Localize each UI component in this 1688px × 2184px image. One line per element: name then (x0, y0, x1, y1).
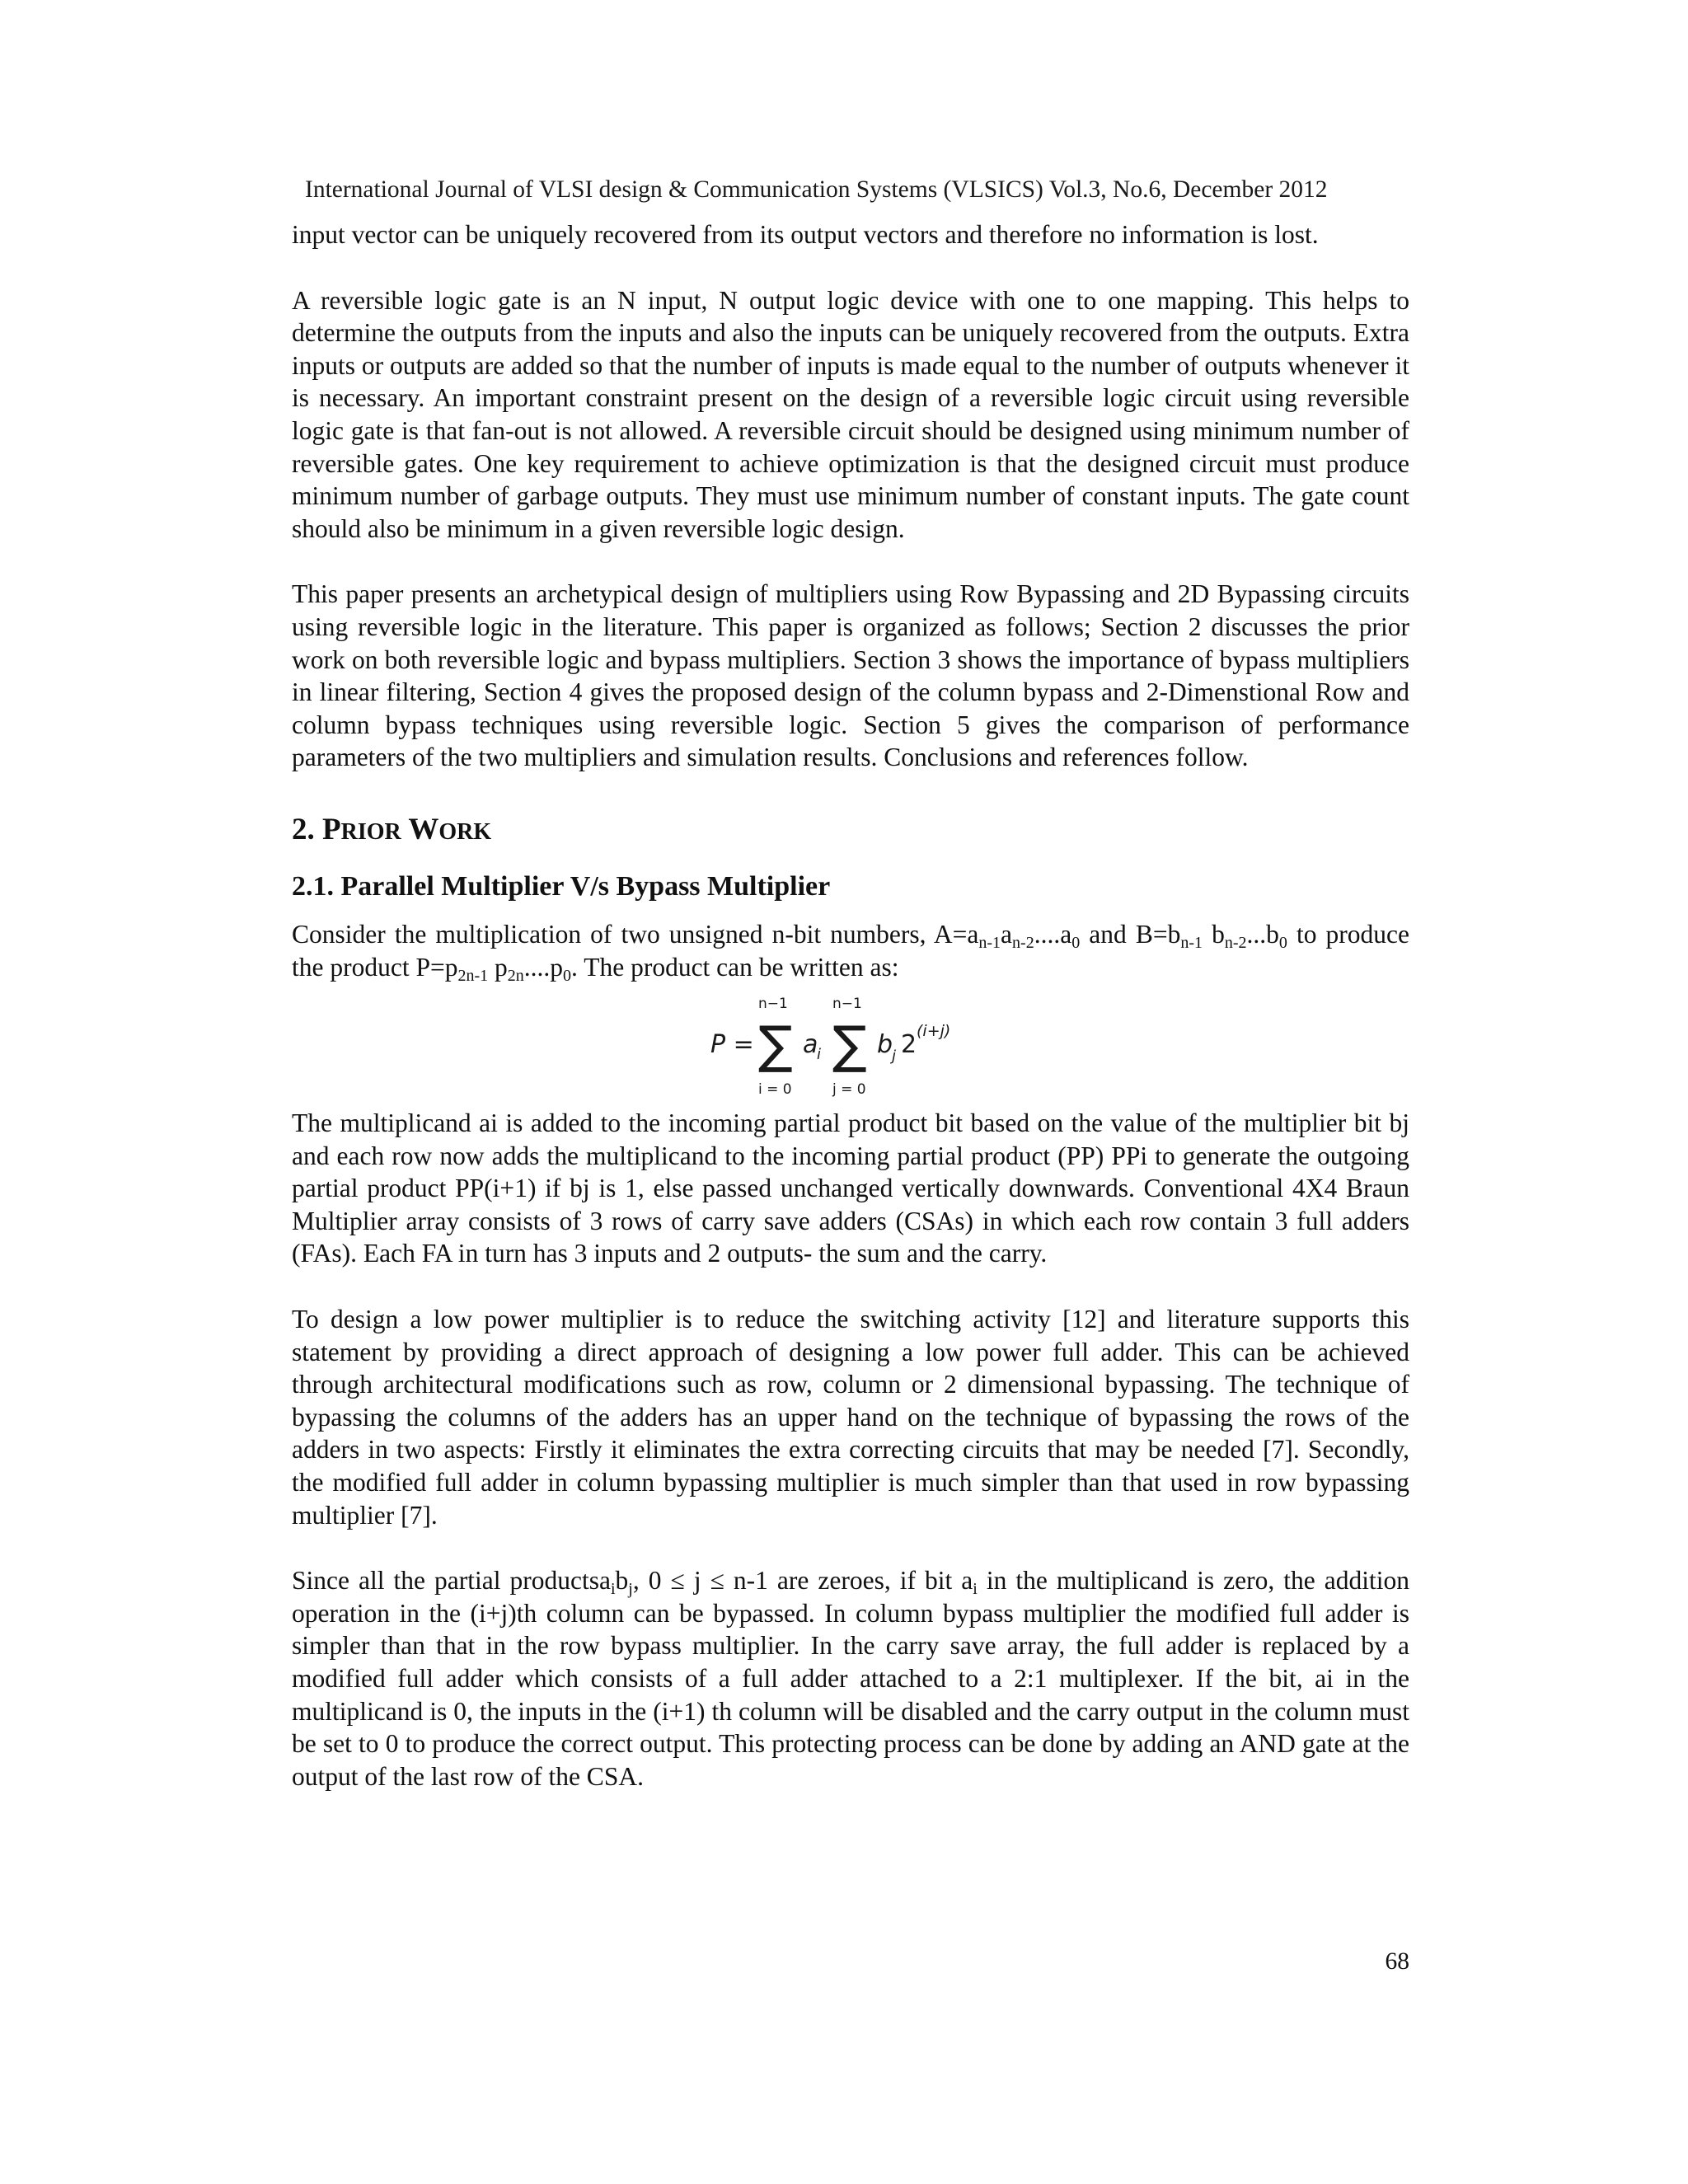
paragraph-continuation: input vector can be uniquely recovered from its output vectors and therefore no information is lost. (292, 220, 1319, 249)
sum1-upper-limit: n−1 (758, 996, 788, 1013)
term-b: b (877, 1030, 893, 1060)
product-equation (292, 993, 1409, 1099)
page-number: 68 (1385, 1948, 1409, 1975)
section-number: 2. (292, 812, 315, 846)
sum1-lower-limit: i = 0 (758, 1081, 792, 1099)
paragraph-column-bypass: Since all the partial $productsa_ib_j$, 0 ≤ j ≤ n-1 are zeroes, if bit $a_i$ in the multiplicand is zero, the addition operation in the (i+j)th column can be bypassed. In column bypass multiplier the modified full adder is simpler than that in the row bypass multiplier. In the carry save array, the full adder is replaced by a modified full adder which consists of a full adder attached to a 2:1 multiplexer. If the bit, ai in the multiplicand is 0, the inputs in the (i+1) th column will be disabled and the carry output in the column must be set to 0 to produce the correct output. This protecting process can be done by adding an AND gate at the output of the last row of the CSA. (292, 1566, 1409, 1791)
page-content (292, 218, 1409, 1793)
equation-lhs: P = (710, 1030, 754, 1060)
sum1-sigma: ∑ (758, 1015, 793, 1076)
paragraph-multiplication-definition: Consider the multiplication of two unsigned n-bit numbers, $A=a_{n-1}a_{n-2}....a_0$ and $B=b_{n-1}$ $b_{n-2}...b_0$ to produce the product $P=p_{2n-1}$ $p_{2n}....p_0$. The product can be written as: (292, 919, 1409, 985)
term-base-two: 2 (901, 1030, 917, 1060)
paragraph-reversible-gate: A reversible logic gate is an N input, N output logic device with one to one mapping. This helps to determine the outputs from the inputs and also the inputs can be uniquely recovered from the outputs. Extra inputs or outputs are added so that the number of inputs is made equal to the number of outputs whenever it is necessary. An important constraint present on the design of a reversible logic circuit using reversible logic gate is that fan-out is not allowed. A reversible circuit should be designed using minimum number of reversible gates. One key requirement to achieve optimization is that the designed circuit must produce minimum number of garbage outputs. They must use minimum number of constant inputs. The gate count should also be minimum in a given reversible logic design. (292, 285, 1409, 543)
paragraph-low-power: To design a low power multiplier is to reduce the switching activity [12] and literature supports this statement by providing a direct approach of designing a low power full adder. This can be achieved through architectural modifications such as row, column or 2 dimensional bypassing. The technique of bypassing the columns of the adders has an upper hand on the technique of bypassing the rows of the adders in two aspects: Firstly it eliminates the extra correcting circuits that may be needed [7]. Secondly, the modified full adder in column bypassing multiplier is much simpler than that used in row bypassing multiplier [7]. (292, 1305, 1409, 1530)
equation-svg (710, 993, 991, 1099)
subsection-heading: 2.1. Parallel Multiplier V/s Bypass Multiplier (292, 870, 831, 902)
section-heading-prior-work: 2. PRIOR WORK (292, 812, 492, 846)
sum2-sigma: ∑ (832, 1015, 867, 1076)
term-b-subscript: j (892, 1047, 897, 1066)
term-exponent: (i+j) (917, 1022, 951, 1041)
term-a-subscript: i (817, 1046, 822, 1064)
paragraph-paper-organization: This paper presents an archetypical design of multipliers using Row Bypassing and 2D Bypassing circuits using reversible logic in the literature. This paper is organized as follows; Section 2 discusses the prior work on both reversible logic and bypass multipliers. Section 3 shows the importance of bypass multipliers in linear filtering, Section 4 gives the proposed design of the column bypass and 2-Dimenstional Row and column bypass techniques using reversible logic. Section 5 gives the comparison of performance parameters of the two multipliers and simulation results. Conclusions and references follow. (292, 579, 1409, 772)
paragraph-multiplicand: The multiplicand ai is added to the incoming partial product bit based on the value of the multiplier bit bj and each row now adds the multiplicand to the incoming partial product (PP) PPi to generate the outgoing partial product PP(i+1) if bj is 1, else passed unchanged vertically downwards. Conventional 4X4 Braun Multiplier array consists of 3 rows of carry save adders (CSAs) in which each row contain 3 full adders (FAs). Each FA in turn has 3 inputs and 2 outputs- the sum and the carry. (292, 1108, 1409, 1268)
running-header: International Journal of VLSI design & Communication Systems (VLSICS) Vol.3, No.6, December 2012 (305, 176, 1328, 203)
sum2-upper-limit: n−1 (832, 996, 862, 1013)
term-a: a (803, 1030, 818, 1060)
sum2-lower-limit: j = 0 (832, 1081, 866, 1099)
